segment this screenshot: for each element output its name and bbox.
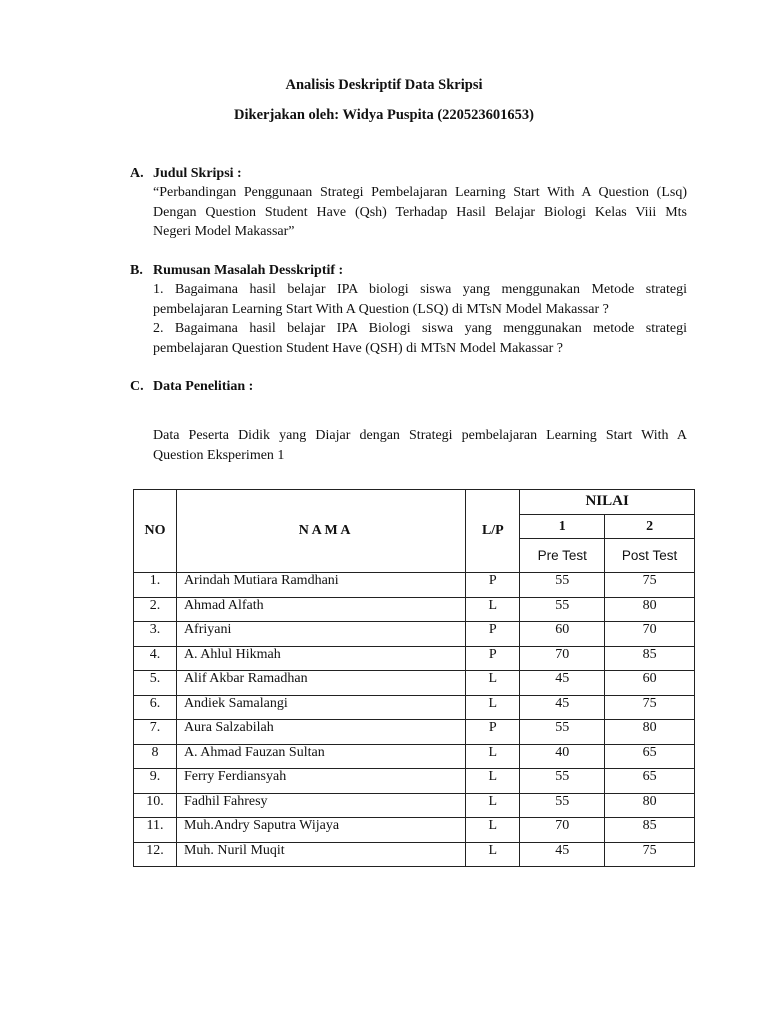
student-gender: L: [466, 842, 520, 867]
research-question-line: 1. Bagaimana hasil belajar IPA biologi siswa yang menggunakan Metode strategi: [153, 282, 687, 297]
student-name: A. Ahmad Fauzan Sultan: [176, 744, 465, 769]
pre-test-score: 70: [520, 818, 605, 843]
student-gender: L: [466, 818, 520, 843]
student-gender: L: [466, 597, 520, 622]
pre-test-score: 45: [520, 842, 605, 867]
row-number: 8: [134, 744, 177, 769]
student-name: Muh.Andry Saputra Wijaya: [176, 818, 465, 843]
post-test-score: 85: [605, 818, 695, 843]
post-test-score: 85: [605, 646, 695, 671]
table-row: [134, 769, 695, 794]
student-name: Aura Salzabilah: [176, 720, 465, 745]
row-number: 9.: [134, 769, 177, 794]
row-number: 6.: [134, 695, 177, 720]
section-a-title: Judul Skripsi :: [153, 166, 242, 181]
section-c-title: Data Penelitian :: [153, 379, 254, 394]
student-name: Fadhil Fahresy: [176, 793, 465, 818]
student-gender: P: [466, 646, 520, 671]
student-gender: L: [466, 793, 520, 818]
data-description-paragraph: [153, 426, 687, 465]
table-row: [134, 695, 695, 720]
row-number: 2.: [134, 597, 177, 622]
student-gender: P: [466, 622, 520, 647]
header-nama: N A M A: [176, 490, 465, 573]
table-row: [134, 720, 695, 745]
table-header: [134, 490, 695, 573]
document-title: Analisis Deskriptif Data Skripsi: [285, 77, 483, 93]
row-number: 11.: [134, 818, 177, 843]
author-line: Dikerjakan oleh: Widya Puspita (220523601653): [234, 107, 534, 123]
student-name: Arindah Mutiara Ramdhani: [176, 573, 465, 598]
post-test-score: 80: [605, 720, 695, 745]
student-name: Alif Akbar Ramadhan: [176, 671, 465, 696]
pre-test-score: 55: [520, 573, 605, 598]
header-col-1: 1: [520, 515, 605, 539]
student-name: Andiek Samalangi: [176, 695, 465, 720]
section-c-letter: C.: [130, 379, 144, 394]
header-pre-test: Pre Test: [520, 539, 605, 573]
pre-test-score: 45: [520, 671, 605, 696]
pre-test-score: 40: [520, 744, 605, 769]
section-c-heading: [130, 377, 253, 397]
post-test-score: 70: [605, 622, 695, 647]
student-gender: P: [466, 573, 520, 598]
table-row: [134, 671, 695, 696]
thesis-title-line: Negeri Model Makassar”: [153, 224, 295, 239]
section-b-title: Rumusan Masalah Desskriptif :: [153, 263, 344, 278]
header-lp: L/P: [466, 490, 520, 573]
table-row: [134, 597, 695, 622]
row-number: 5.: [134, 671, 177, 696]
thesis-title-line: Dengan Question Student Have (Qsh) Terhadap Hasil Belajar Biologi Kelas Viii Mts: [153, 204, 687, 220]
pre-test-score: 55: [520, 720, 605, 745]
section-a-heading: [130, 164, 242, 184]
pre-test-score: 45: [520, 695, 605, 720]
section-b-heading: [130, 261, 343, 281]
student-scores-table: [133, 489, 695, 867]
header-no: NO: [134, 490, 177, 573]
pre-test-score: 60: [520, 622, 605, 647]
table-row: [134, 744, 695, 769]
table-body: [134, 573, 695, 867]
header-col-2: 2: [605, 515, 695, 539]
header-post-test: Post Test: [605, 539, 695, 573]
student-name: Afriyani: [176, 622, 465, 647]
student-name: Muh. Nuril Muqit: [176, 842, 465, 867]
section-b-letter: B.: [130, 263, 143, 278]
thesis-title-line: “Perbandingan Penggunaan Strategi Pembelajaran Learning Start With A Question (Lsq): [153, 185, 687, 200]
post-test-score: 65: [605, 744, 695, 769]
post-test-score: 75: [605, 573, 695, 598]
post-test-score: 80: [605, 793, 695, 818]
row-number: 1.: [134, 573, 177, 598]
pre-test-score: 55: [520, 769, 605, 794]
table-row: [134, 573, 695, 598]
post-test-score: 75: [605, 842, 695, 867]
data-description-line: Question Eksperimen 1: [153, 447, 285, 463]
student-gender: L: [466, 744, 520, 769]
row-number: 12.: [134, 842, 177, 867]
header-nilai: NILAI: [520, 490, 695, 515]
table-row: [134, 622, 695, 647]
research-question-line: pembelajaran Learning Start With A Question (LSQ) di MTsN Model Makassar ?: [153, 301, 609, 317]
research-questions-paragraph: [153, 280, 687, 358]
research-question-line: 2. Bagaimana hasil belajar IPA Biologi siswa yang menggunakan metode strategi: [153, 321, 687, 336]
table-row: [134, 842, 695, 867]
pre-test-score: 55: [520, 793, 605, 818]
student-gender: L: [466, 769, 520, 794]
table-row: [134, 646, 695, 671]
student-name: A. Ahlul Hikmah: [176, 646, 465, 671]
row-number: 7.: [134, 720, 177, 745]
row-number: 3.: [134, 622, 177, 647]
post-test-score: 75: [605, 695, 695, 720]
post-test-score: 60: [605, 671, 695, 696]
row-number: 4.: [134, 646, 177, 671]
student-gender: L: [466, 695, 520, 720]
table-row: [134, 818, 695, 843]
student-gender: L: [466, 671, 520, 696]
post-test-score: 80: [605, 597, 695, 622]
data-description-line: Data Peserta Didik yang Diajar dengan Strategi pembelajaran Learning Start With A: [153, 428, 687, 443]
pre-test-score: 70: [520, 646, 605, 671]
research-question-line: pembelajaran Question Student Have (QSH) di MTsN Model Makassar ?: [153, 340, 563, 356]
row-number: 10.: [134, 793, 177, 818]
pre-test-score: 55: [520, 597, 605, 622]
thesis-title-paragraph: [153, 183, 687, 242]
section-a-letter: A.: [130, 166, 144, 181]
student-gender: P: [466, 720, 520, 745]
table-row: [134, 793, 695, 818]
post-test-score: 65: [605, 769, 695, 794]
student-name: Ferry Ferdiansyah: [176, 769, 465, 794]
student-name: Ahmad Alfath: [176, 597, 465, 622]
